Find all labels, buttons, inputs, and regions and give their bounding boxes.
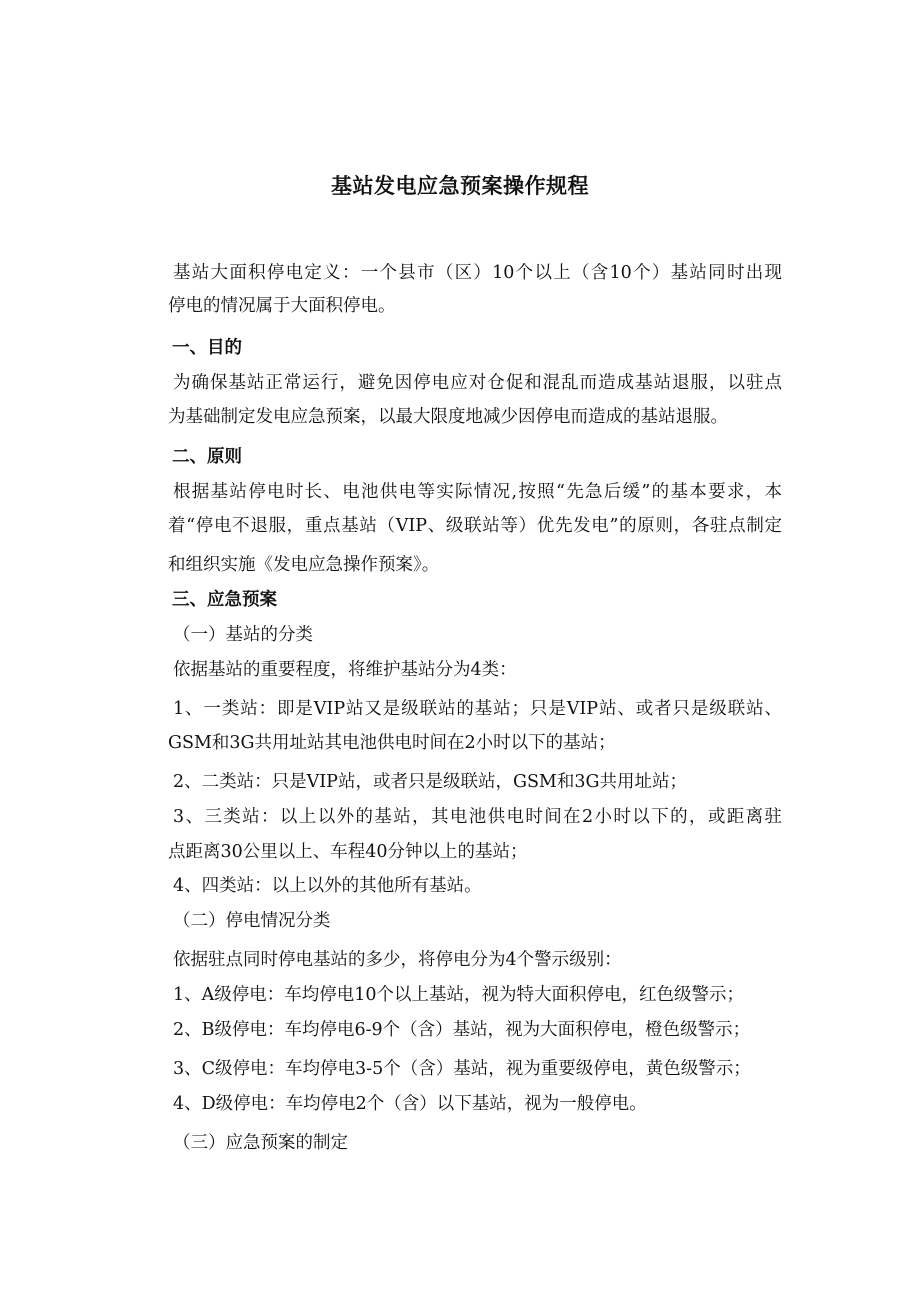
text-line: 点距离30公里以上、车程40分钟以上的基站；	[168, 842, 528, 862]
text-line: 为确保基站正常运行，避免因停电应对仓促和混乱而造成基站退服，以驻点	[173, 373, 782, 393]
section-heading: 一、目的	[172, 338, 242, 358]
text-line: 3、C级停电：车均停电3-5个（含）基站，视为重要级停电，黄色级警示；	[173, 1059, 751, 1079]
text-line: 基站大面积停电定义：一个县市（区）10个以上（含10个）基站同时出现	[173, 263, 782, 283]
section-heading: 三、应急预案	[172, 590, 277, 610]
text-line: 2、B级停电：车均停电6-9个（含）基站，视为大面积停电，橙色级警示；	[173, 1020, 751, 1040]
document-title: 基站发电应急预案操作规程	[331, 173, 589, 198]
section-heading: 二、原则	[172, 447, 242, 467]
text-line: 停电的情况属于大面积停电。	[168, 296, 396, 316]
text-line: 3、三类站：以上以外的基站，其电池供电时间在2小时以下的，或距离驻	[173, 807, 782, 827]
text-line: 根据基站停电时长、电池供电等实际情况,按照“先急后缓”的基本要求，本	[173, 482, 782, 502]
text-line: 4、D级停电：车均停电2个（含）以下基站，视为一般停电。	[173, 1094, 647, 1114]
text-line: 依据基站的重要程度，将维护基站分为4类：	[173, 660, 517, 680]
text-line: 2、二类站：只是VIP站，或者只是级联站，GSM和3G共用址站；	[173, 772, 687, 792]
text-line: 4、四类站：以上以外的其他所有基站。	[173, 876, 482, 896]
text-line: 和组织实施《发电应急操作预案》。	[168, 555, 440, 575]
text-line: （一）基站的分类	[173, 625, 313, 645]
text-line: 为基础制定发电应急预案，以最大限度地减少因停电而造成的基站退服。	[168, 407, 728, 427]
text-line: 着“停电不退服，重点基站（VIP、级联站等）优先发电”的原则，各驻点制定	[168, 516, 782, 536]
text-line: （三）应急预案的制定	[173, 1133, 348, 1153]
text-line: GSM和3G共用址站其电池供电时间在2小时以下的基站；	[168, 733, 616, 753]
text-line: 1、一类站：即是VIP站又是级联站的基站；只是VIP站、或者只是级联站、	[173, 699, 782, 719]
text-line: （二）停电情况分类	[173, 911, 331, 931]
text-line: 依据驻点同时停电基站的多少，将停电分为4个警示级别：	[173, 950, 622, 970]
text-line: 1、A级停电：车均停电10个以上基站，视为特大面积停电，红色级警示；	[173, 985, 745, 1005]
